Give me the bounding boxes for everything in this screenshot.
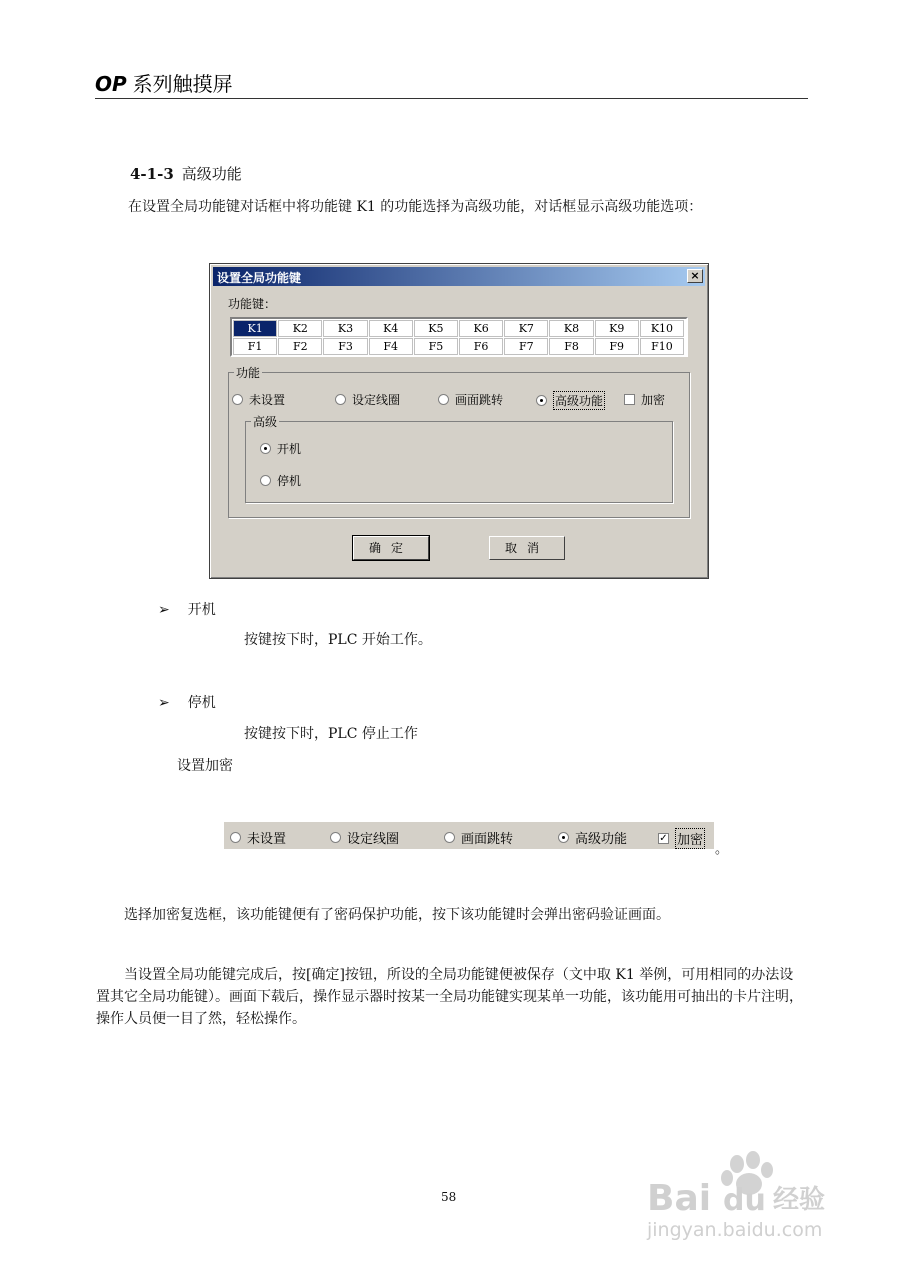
radio-unset[interactable] [232, 391, 285, 408]
radio-power-off-label: 停机 [277, 474, 302, 488]
radio-set-coil[interactable] [335, 391, 400, 408]
strip-radio-screen-jump-label: 画面跳转 [461, 832, 514, 847]
section-number: 4-1-3 [130, 165, 174, 183]
strip-encrypt-label: 加密 [675, 828, 705, 849]
strip-radio-screen-jump-dot [444, 832, 455, 843]
bullet-arrow-icon: ➢ [158, 695, 170, 711]
header-brand: OP [95, 72, 127, 96]
strip-encrypt-checkbox[interactable] [658, 828, 705, 849]
strip-radio-unset[interactable] [230, 828, 286, 847]
strip-radio-screen-jump[interactable] [444, 828, 513, 847]
function-key-k4[interactable]: K4 [369, 320, 413, 337]
radio-screen-jump-label: 画面跳转 [455, 393, 504, 407]
strip-radio-set-coil-label: 设定线圈 [347, 832, 400, 847]
strip-radio-advanced[interactable] [558, 828, 627, 847]
dialog-titlebar [213, 267, 705, 286]
bullet-power-off-desc: 按键按下时，PLC 停止工作 [244, 726, 418, 742]
advanced-group-title: 高级 [253, 415, 278, 429]
dialog-title: 设置全局功能键 [217, 271, 302, 285]
close-button[interactable]: × [687, 269, 703, 283]
strip-radio-advanced-label: 高级功能 [575, 832, 628, 847]
function-key-k3[interactable]: K3 [323, 320, 367, 337]
global-function-key-dialog [209, 263, 709, 579]
paragraph-summary: 当设置全局功能键完成后，按[确定]按钮，所设的全局功能键便被保存（文中取 K1 举例，可用相同的办法设置其它全局功能键）。画面下载后，操作显示器时按某一全局功能键实现某单一功能，该功能用可抽出的卡片注明，操作人员便一目了然，轻松操作。 [96, 967, 803, 1027]
header-title: 系列触摸屏 [132, 72, 233, 96]
function-key-k6[interactable]: K6 [459, 320, 503, 337]
function-key-k1[interactable]: K1 [233, 320, 277, 337]
function-key-f6[interactable]: F6 [459, 338, 503, 355]
function-key-f8[interactable]: F8 [549, 338, 593, 355]
bullet-power-on-title: 开机 [187, 602, 216, 618]
page-header [95, 68, 233, 97]
cancel-button[interactable]: 取消 [489, 536, 565, 560]
radio-unset-label: 未设置 [249, 393, 286, 407]
strip-radio-unset-label: 未设置 [247, 832, 287, 847]
function-key-k2[interactable]: K2 [278, 320, 322, 337]
strip-trailing-period: 。 [715, 842, 729, 857]
bullet-power-on-desc: 按键按下时，PLC 开始工作。 [244, 632, 432, 648]
encrypt-heading: 设置加密 [177, 758, 233, 774]
function-keys-label: 功能键： [228, 297, 277, 311]
function-key-f7[interactable]: F7 [504, 338, 548, 355]
page-number: 58 [441, 1190, 457, 1204]
function-key-k9[interactable]: K9 [595, 320, 639, 337]
strip-radio-set-coil-dot [330, 832, 341, 843]
strip-radio-set-coil[interactable] [330, 828, 399, 847]
section-title: 高级功能 [181, 165, 242, 183]
function-options-strip [224, 822, 714, 849]
baidu-watermark-logo [645, 1150, 855, 1245]
radio-power-on-dot [260, 443, 271, 454]
radio-power-on-label: 开机 [277, 442, 302, 456]
function-key-f10[interactable]: F10 [640, 338, 684, 355]
check-icon: ✓ [659, 833, 668, 844]
function-key-k5[interactable]: K5 [414, 320, 458, 337]
function-key-k7[interactable]: K7 [504, 320, 548, 337]
ok-button[interactable]: 确定 [353, 536, 429, 560]
radio-advanced-dot [536, 395, 547, 406]
strip-radio-unset-dot [230, 832, 241, 843]
function-key-grid [230, 317, 688, 357]
bullet-arrow-icon: ➢ [158, 602, 170, 618]
header-divider [95, 98, 808, 99]
radio-power-on[interactable] [260, 440, 301, 457]
encrypt-checkbox[interactable] [624, 391, 665, 408]
radio-advanced-label: 高级功能 [553, 391, 605, 410]
section-heading [130, 163, 242, 184]
radio-screen-jump-dot [438, 394, 449, 405]
advanced-groupbox [245, 421, 673, 503]
svg-text:Bai: Bai [647, 1178, 712, 1219]
encrypt-checkbox-label: 加密 [641, 393, 666, 407]
svg-text:jingyan.baidu.com: jingyan.baidu.com [647, 1219, 823, 1241]
radio-screen-jump[interactable] [438, 391, 503, 408]
bullet-power-off-title: 停机 [187, 695, 216, 711]
function-key-k10[interactable]: K10 [640, 320, 684, 337]
radio-unset-dot [232, 394, 243, 405]
function-key-f3[interactable]: F3 [323, 338, 367, 355]
function-key-f5[interactable]: F5 [414, 338, 458, 355]
bullet-power-on [158, 599, 216, 619]
function-key-f9[interactable]: F9 [595, 338, 639, 355]
function-key-f4[interactable]: F4 [369, 338, 413, 355]
function-key-k8[interactable]: K8 [549, 320, 593, 337]
encrypt-checkbox-box [624, 394, 635, 405]
function-key-f1[interactable]: F1 [233, 338, 277, 355]
radio-power-off-dot [260, 475, 271, 486]
paragraph-encrypt: 选择加密复选框，该功能键便有了密码保护功能，按下该功能键时会弹出密码验证画面。 [124, 907, 670, 923]
key-row-k [233, 320, 685, 337]
function-group-title: 功能 [236, 366, 261, 380]
svg-text:du: du [723, 1183, 766, 1218]
strip-radio-advanced-dot [558, 832, 569, 843]
radio-set-coil-dot [335, 394, 346, 405]
svg-text:经验: 经验 [773, 1185, 826, 1215]
function-key-f2[interactable]: F2 [278, 338, 322, 355]
bullet-power-off [158, 692, 216, 712]
key-row-f [233, 338, 685, 355]
radio-power-off[interactable] [260, 472, 301, 489]
radio-set-coil-label: 设定线圈 [352, 393, 401, 407]
intro-text: 在设置全局功能键对话框中将功能键 K1 的功能选择为高级功能，对话框显示高级功能选项： [128, 199, 703, 215]
radio-advanced[interactable] [536, 391, 605, 410]
